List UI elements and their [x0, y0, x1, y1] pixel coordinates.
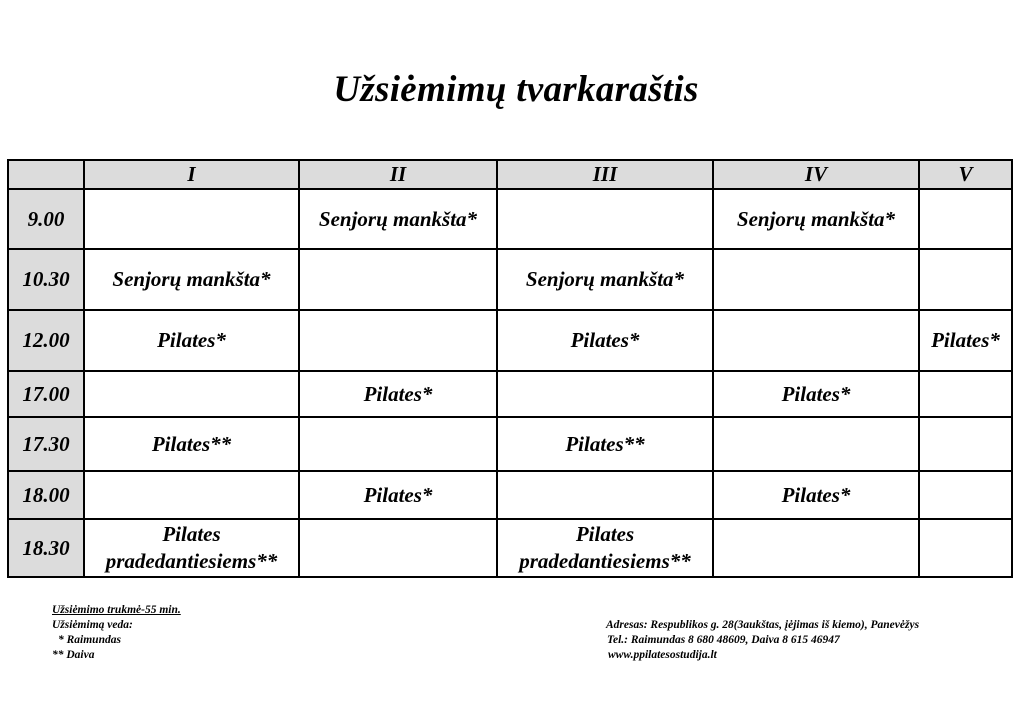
- schedule-row: [8, 310, 1012, 371]
- class-cell: Pilates*: [299, 371, 497, 417]
- class-cell: Pilates*: [713, 371, 919, 417]
- time-cell: 17.30: [8, 417, 84, 471]
- schedule-table: [7, 159, 1013, 578]
- class-cell: Pilates*: [84, 310, 299, 371]
- class-cell: [713, 310, 919, 371]
- day-header: V: [919, 160, 1012, 189]
- class-cell: [919, 519, 1012, 577]
- schedule-row: [8, 471, 1012, 519]
- footer-left: [52, 603, 181, 663]
- class-cell: Senjorų mankšta*: [84, 249, 299, 310]
- class-cell: [919, 249, 1012, 310]
- class-cell: [497, 189, 713, 249]
- schedule-row: [8, 249, 1012, 310]
- instructor-1: * Raimundas: [58, 634, 121, 646]
- class-cell: [919, 417, 1012, 471]
- time-cell: 9.00: [8, 189, 84, 249]
- website-link[interactable]: www.ppilatesostudija.lt: [608, 649, 717, 661]
- class-cell: Pilates pradedantiesiems**: [84, 519, 299, 577]
- class-cell: Pilates**: [84, 417, 299, 471]
- duration-note: Užsiėmimo trukmė-55 min.: [52, 604, 181, 616]
- day-header: III: [497, 160, 713, 189]
- time-cell: 18.00: [8, 471, 84, 519]
- class-cell: [919, 471, 1012, 519]
- phone: Tel.: Raimundas 8 680 48609, Daiva 8 615 46947: [607, 634, 840, 646]
- time-cell: 17.00: [8, 371, 84, 417]
- page-title: Užsiėmimų tvarkaraštis: [333, 69, 699, 110]
- class-cell: [497, 371, 713, 417]
- class-cell: [919, 189, 1012, 249]
- day-header: IV: [713, 160, 919, 189]
- header-corner: [8, 160, 84, 189]
- class-cell: [713, 519, 919, 577]
- class-cell: Pilates pradedantiesiems**: [497, 519, 713, 577]
- class-cell: [299, 417, 497, 471]
- class-cell: Senjorų mankšta*: [299, 189, 497, 249]
- class-cell: [497, 471, 713, 519]
- class-cell: [299, 519, 497, 577]
- class-cell: Senjorų mankšta*: [497, 249, 713, 310]
- time-cell: 18.30: [8, 519, 84, 577]
- class-cell: Pilates*: [919, 310, 1012, 371]
- class-cell: Pilates*: [497, 310, 713, 371]
- class-cell: [713, 249, 919, 310]
- day-header: I: [84, 160, 299, 189]
- schedule-header-row: [8, 160, 1012, 189]
- time-cell: 12.00: [8, 310, 84, 371]
- address: Adresas: Respublikos g. 28(3aukštas, įėjimas iš kiemo), Panevėžys: [606, 619, 920, 631]
- schedule-row: [8, 371, 1012, 417]
- class-cell: [84, 471, 299, 519]
- schedule-row: [8, 417, 1012, 471]
- class-cell: [299, 249, 497, 310]
- class-cell: [919, 371, 1012, 417]
- footer-right: [606, 618, 919, 663]
- class-cell: Senjorų mankšta*: [713, 189, 919, 249]
- instructor-2: ** Daiva: [52, 649, 95, 661]
- class-cell: [299, 310, 497, 371]
- class-cell: [713, 417, 919, 471]
- schedule-row: [8, 519, 1012, 577]
- instructors-label: Užsiėmimą veda:: [52, 619, 133, 631]
- class-cell: [84, 371, 299, 417]
- class-cell: Pilates*: [299, 471, 497, 519]
- schedule-row: [8, 189, 1012, 249]
- class-cell: Pilates**: [497, 417, 713, 471]
- day-header: II: [299, 160, 497, 189]
- class-cell: Pilates*: [713, 471, 919, 519]
- class-cell: [84, 189, 299, 249]
- time-cell: 10.30: [8, 249, 84, 310]
